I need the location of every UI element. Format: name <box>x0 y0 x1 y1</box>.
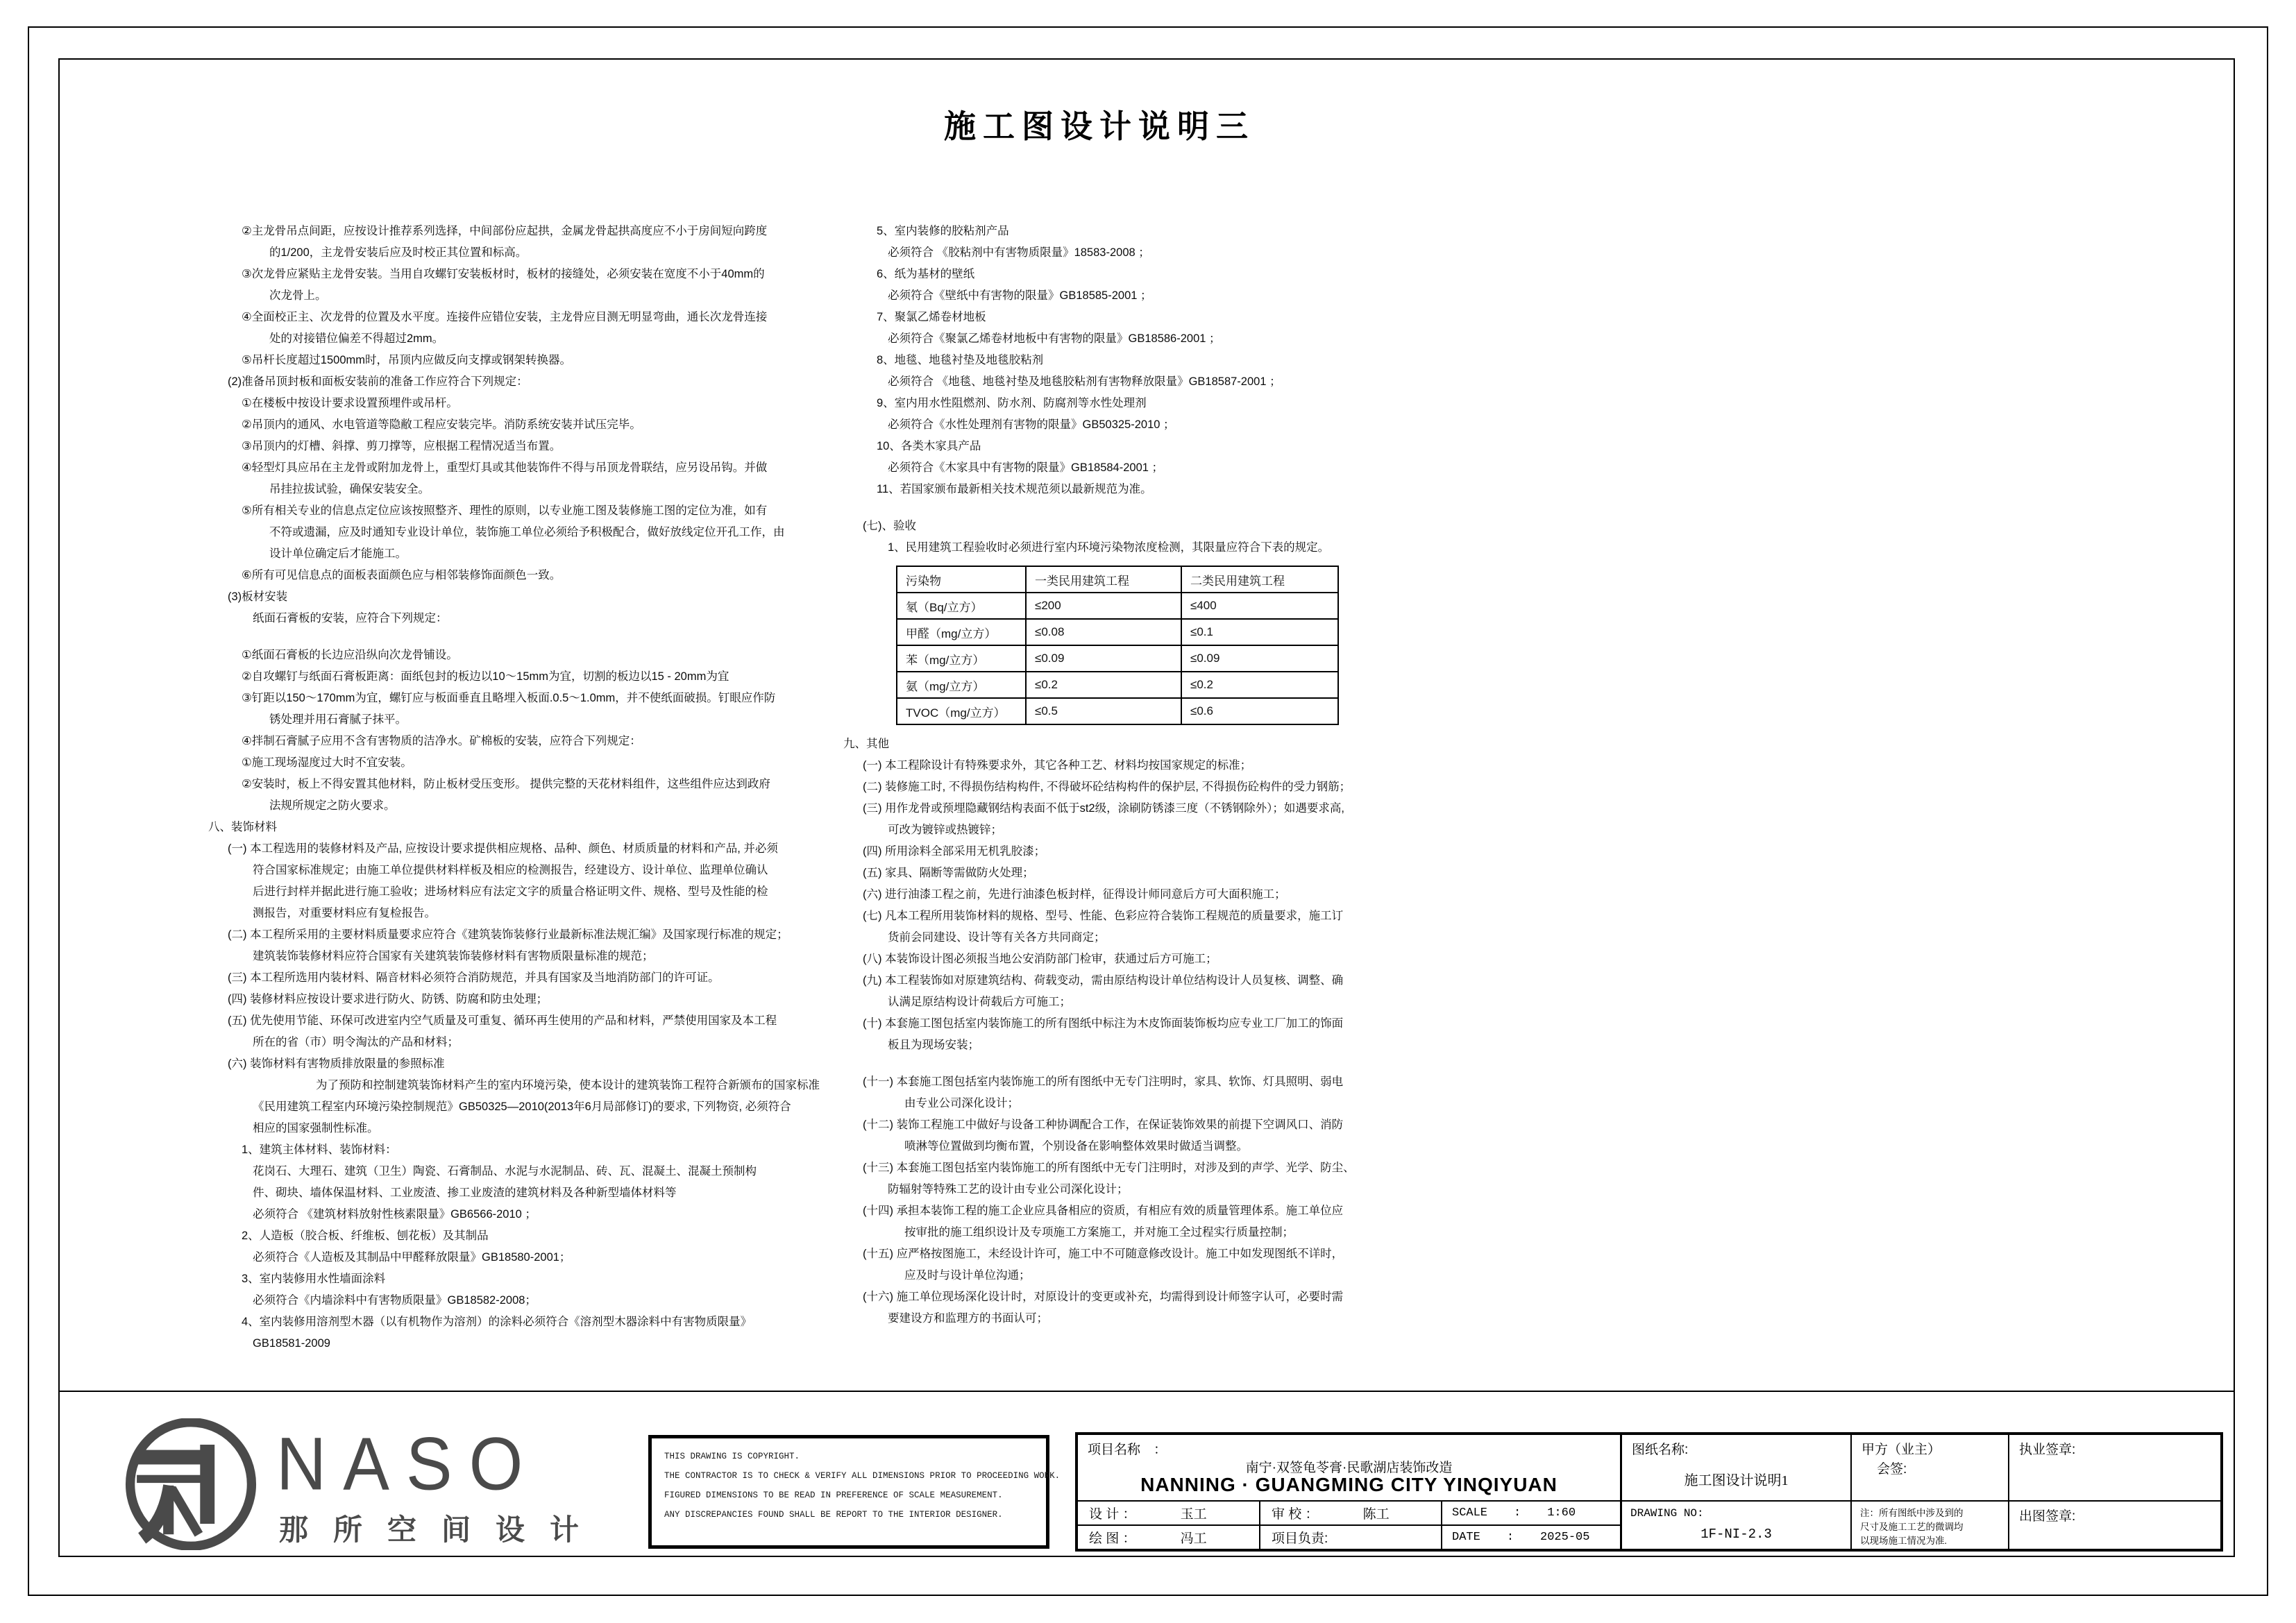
copyright-line: THIS DRAWING IS COPYRIGHT. <box>664 1452 800 1461</box>
spec-line: (3)板材安装 <box>228 590 288 603</box>
project-lead-cell <box>1259 1524 1441 1549</box>
license-stamp-label: 执业签章: <box>2019 1443 2076 1457</box>
titleblock-table <box>1075 1432 2223 1552</box>
copyright-box <box>648 1435 1061 1549</box>
spec-line: 花岗石、大理石、建筑（卫生）陶瓷、石膏制品、水泥与水泥制品、砖、瓦、混凝土、混凝土预制构 <box>253 1165 757 1178</box>
spec-line: 必须符合《木家具中有害物的限量》GB18584-2001 ； <box>888 461 1164 474</box>
issue-stamp-cell <box>2008 1500 2220 1549</box>
spec-line: 法规所规定之防火要求。 <box>269 799 396 812</box>
copyright-lines <box>652 1447 1061 1524</box>
spec-line: 1、建筑主体材料、装饰材料： <box>242 1144 397 1156</box>
spec-line: 可改为镀锌或热镀锌； <box>888 824 1002 836</box>
spec-line: 必须符合 《建筑材料放射性核素限量》GB6566-2010 ； <box>253 1208 537 1221</box>
spec-line: ②自攻螺钉与纸面石膏板距离：面纸包封的板边以10～15mm为宜，切割的板边以15 - 20mm为宜 <box>242 670 729 683</box>
page-title: 施工图设计说明三 <box>944 109 1255 144</box>
spec-line: (七) 凡本工程所用装饰材料的规格、型号、性能、色彩应符合装饰工程规范的质量要求，施工订 <box>863 910 1344 922</box>
designer-label: 设 计 ： <box>1089 1507 1136 1522</box>
spec-line: ②吊顶内的通风、水电管道等隐敝工程应安装完毕。消防系统安装并试压完毕。 <box>242 418 641 431</box>
spec-line: 2、人造板（胶合板、纤维板、刨花板）及其制品 <box>242 1230 489 1242</box>
spec-line: (五) 优先使用节能、环保可改进室内空气质量及可重复、循环再生使用的产品和材料，严禁使用国家及本工程 <box>228 1014 777 1027</box>
spec-line: 要建设方和监理方的书面认可； <box>888 1312 1048 1325</box>
spec-line: 4、室内装修用溶剂型木器（以有机物作为溶剂）的涂料必须符合《溶剂型木器涂料中有害物质限量》 <box>242 1316 752 1328</box>
spec-line: ①纸面石膏板的长边应沿纵向次龙骨铺设。 <box>242 649 458 661</box>
pollutant-table-cell: ≤0.6 <box>1181 698 1338 724</box>
spec-line: (六) 进行油漆工程之前，先进行油漆色板封样，征得设计师同意后方可大面积施工； <box>863 888 1286 901</box>
spec-line: 按审批的施工组织设计及专项施工方案施工，并对施工全过程实行质量控制； <box>904 1226 1294 1239</box>
spec-line: ③钉距以150～170mm为宜，螺钉应与板面垂直且略埋入板面.0.5～1.0mm，并不使纸面破损。钉眼应作防 <box>242 692 776 704</box>
spec-line: GB18581-2009 <box>253 1337 330 1350</box>
note-line: 注：所有图纸中涉及到的 <box>1860 1508 1964 1518</box>
spec-line: ④全面校正主、次龙骨的位置及水平度。连接件应错位安装，主龙骨应目测无明显弯曲，通长次龙骨连接 <box>242 311 768 323</box>
field-note-cell <box>1850 1500 2008 1549</box>
project-name-cn: 南宁·双签龟苓膏·民歌湖店装饰改造 <box>1245 1461 1453 1475</box>
pollutant-table-cell: ≤0.1 <box>1181 619 1338 645</box>
spec-line: 锈处理并用石膏腻子抹平。 <box>269 713 407 726</box>
spec-line: 应及时与设计单位沟通； <box>904 1269 1031 1282</box>
spec-line: 货前会同建设、设计等有关各方共同商定； <box>888 931 1106 944</box>
spec-line: ③次龙骨应紧贴主龙骨安装。当用自攻螺钉安装板材时，板材的接缝处，必须安装在宽度不小于40mm的 <box>242 268 765 280</box>
spec-line: 8、地毯、地毯衬垫及地毯胶粘剂 <box>877 354 1044 366</box>
spec-line: 1、民用建筑工程验收时必须进行室内环境污染物浓度检测，其限量应符合下表的规定。 <box>888 541 1330 554</box>
spec-line: (十) 本套施工图包括室内装饰施工的所有图纸中标注为木皮饰面装饰板均应专业工厂加工的饰面 <box>863 1017 1344 1030</box>
spec-line: 建筑装饰装修材料应符合国家有关建筑装饰装修材料有害物质限量标准的规范； <box>253 950 654 962</box>
pollutant-table-cell: 氨（mg/立方） <box>897 672 1026 698</box>
scale-value: 1:60 <box>1547 1506 1576 1520</box>
spec-line: (六) 装饰材料有害物质排放限量的参照标准 <box>228 1057 445 1070</box>
spec-line: 件、砌块、墙体保温材料、工业废渣、掺工业废渣的建筑材料及各种新型墙体材料等 <box>253 1187 677 1199</box>
copyright-line: ANY DISCREPANCIES FOUND SHALL BE REPORT TO THE INTERIOR DESIGNER. <box>664 1510 1003 1520</box>
drawing-name-value: 施工图设计说明1 <box>1684 1473 1789 1488</box>
pollutant-table-cell: ≤0.09 <box>1181 645 1338 672</box>
spec-line: ②主龙骨吊点间距，应按设计推荐系列选择，中间部份应起拱，金属龙骨起拱高度应不小于房间短向跨度 <box>242 225 768 237</box>
scale-colon: : <box>1514 1506 1521 1520</box>
spec-line: (九) 本工程装饰如对原建筑结构、荷载变动，需由原结构设计单位结构设计人员复核、调整、确 <box>863 974 1344 987</box>
checker-value: 陈工 <box>1362 1507 1390 1522</box>
spec-line: 为了预防和控制建筑装饰材料产生的室内环境污染，使本设计的建筑装饰工程符合新颁布的国家标准 <box>316 1079 820 1091</box>
pollutant-table-cell: ≤400 <box>1181 593 1338 619</box>
spec-line: 次龙骨上。 <box>269 289 327 302</box>
spec-line: ②安装时，板上不得安置其他材料，防止板材受压变形。 提供完整的天花材料组件，这些组件应达到政府 <box>242 778 770 790</box>
pollutant-limit-table <box>896 566 1339 725</box>
pollutant-table-row <box>897 645 1338 672</box>
copyright-line: THE CONTRACTOR IS TO CHECK & VERIFY ALL DIMENSIONS PRIOR TO PROCEEDING WORK. <box>664 1471 1061 1481</box>
pollutant-table-cell: 苯（mg/立方） <box>897 645 1026 672</box>
spec-line: (四) 所用涂料全部采用无机乳胶漆； <box>863 845 1046 858</box>
spec-line: (七)、验收 <box>863 520 916 532</box>
spec-line: (五) 家具、隔断等需做防火处理； <box>863 867 1034 879</box>
spec-line: 必须符合《聚氯乙烯卷材地板中有害物的限量》GB18586-2001 ； <box>888 332 1221 345</box>
spec-line: 由专业公司深化设计； <box>904 1097 1019 1110</box>
drawing-no-label: DRAWING NO: <box>1630 1507 1704 1520</box>
pollutant-table-cell: ≤0.2 <box>1181 672 1338 698</box>
issue-stamp-label: 出图签章: <box>2019 1509 2076 1524</box>
spec-left-column <box>208 221 820 1354</box>
spec-line: 处的对接错位偏差不得超过2mm。 <box>269 332 444 345</box>
pollutant-table-cell: ≤0.09 <box>1026 645 1181 672</box>
spec-line: 3、室内装修用水性墙面涂料 <box>242 1273 386 1285</box>
party-label: 甲方（业主） <box>1862 1443 1941 1457</box>
project-lead-label: 项目负责: <box>1272 1531 1328 1546</box>
project-name-en: NANNING · GUANGMING CITY YINQIYUAN <box>1140 1474 1558 1495</box>
spec-line: 必须符合《壁纸中有害物的限量》GB18585-2001 ； <box>888 289 1152 302</box>
spec-line: 必须符合《水性处理剂有害物的限量》GB50325-2010 ； <box>888 418 1175 431</box>
spec-line: 的1/200，主龙骨安装后应及时校正其位置和标高。 <box>269 246 527 259</box>
titleblock-divider-line <box>60 1391 2234 1392</box>
drawing-name-label: 图纸名称: <box>1632 1443 1689 1457</box>
pollutant-table-cell: 甲醛（mg/立方） <box>897 619 1026 645</box>
spec-right-column <box>843 221 1510 1329</box>
spec-line: 认满足原结构设计荷载后方可施工； <box>888 996 1071 1008</box>
date-colon: : <box>1506 1531 1514 1544</box>
spec-right-after-table <box>843 733 1510 1329</box>
pollutant-table-header: 二类民用建筑工程 <box>1181 566 1338 593</box>
note-line: 尺寸及施工工艺的微调均 <box>1860 1522 1964 1532</box>
pollutant-table-cell: ≤0.2 <box>1026 672 1181 698</box>
spec-line: 喷淋等位置做到均衡布置，个别设备在影响整体效果时做适当调整。 <box>904 1140 1248 1153</box>
drafter-label: 绘 图 ： <box>1089 1531 1136 1546</box>
pollutant-table-row <box>897 593 1338 619</box>
spec-line: ①在楼板中按设计要求设置预埋件或吊杆。 <box>242 397 458 409</box>
spec-line: 9、室内用水性阻燃剂、防水剂、防腐剂等水性处理剂 <box>877 397 1147 409</box>
spec-line: 所在的省（市）明令淘汰的产品和材料； <box>253 1036 459 1048</box>
spec-line: (八) 本装饰设计图必须报当地公安消防部门检审，获通过后方可施工； <box>863 953 1217 965</box>
scale-label: SCALE <box>1452 1506 1488 1520</box>
pollutant-table-header-row <box>897 566 1338 593</box>
spec-line: (十二) 装饰工程施工中做好与设备工种协调配合工作，在保证装饰效果的前提下空调风口、消防 <box>863 1119 1344 1131</box>
spec-line: 必须符合《内墙涂料中有害物质限量》GB18582-2008； <box>253 1294 537 1307</box>
spec-line: ④拌制石膏腻子应用不含有害物质的洁净水。矿棉板的安装，应符合下列规定： <box>242 735 641 747</box>
spec-line: 必须符合《人造板及其制品中甲醛释放限量》GB18580-2001； <box>253 1251 571 1264</box>
spec-line: 《民用建筑工程室内环境污染控制规范》GB50325—2010(2013年6月局部修订)的要求, 下列物资, 必须符合 <box>253 1101 791 1113</box>
pollutant-table-cell: 氡（Bq/立方） <box>897 593 1026 619</box>
spec-line: (三) 用作龙骨或预埋隐藏钢结构表面不低于st2级，涂刷防锈漆三度（不锈钢除外）；如遇要求高, <box>863 802 1344 815</box>
drawing-no-cell <box>1620 1500 1850 1549</box>
drawing-no-value: 1F-NI-2.3 <box>1700 1527 1772 1542</box>
spec-line: ⑥所有可见信息点的面板表面颜色应与相邻装修饰面颜色一致。 <box>242 569 562 581</box>
scale-cell <box>1441 1500 1620 1524</box>
spec-line: 纸面石膏板的安装，应符合下列规定： <box>253 612 448 624</box>
checker-label: 审 校 ： <box>1272 1507 1319 1522</box>
spec-line: 测报告，对重要材料应有复检报告。 <box>253 907 436 919</box>
spec-line: (十四) 承担本装饰工程的施工企业应具备相应的资质，有相应有效的质量管理体系。施工单位应 <box>863 1205 1344 1217</box>
pollutant-table-row <box>897 698 1338 724</box>
spec-line: 后进行封样并据此进行施工验收；进场材料应有法定文字的质量合格证明文件、规格、型号及性能的检 <box>253 885 768 898</box>
spec-line: 必须符合 《胶粘剂中有害物质限量》18583-2008 ； <box>888 246 1150 259</box>
party-countersign-label: 会签: <box>1877 1462 1907 1477</box>
designer-value: 玉工 <box>1180 1507 1207 1522</box>
project-name-cell <box>1078 1435 1620 1500</box>
pollutant-table-cell: ≤200 <box>1026 593 1181 619</box>
spec-line: (二) 装修施工时, 不得损伤结构构件, 不得破坏砼结构构件的保护层, 不得损伤砼构件的受力钢筋； <box>863 781 1351 793</box>
spec-line: 不符或遗漏，应及时通知专业设计单位，装饰施工单位必须给予积极配合，做好放线定位开孔工作，由 <box>269 526 785 538</box>
checker-cell <box>1259 1500 1441 1524</box>
spec-line: (三) 本工程所选用内装材料、隔音材料必须符合消防规范，并具有国家及当地消防部门的许可证。 <box>228 971 720 984</box>
party-signoff-cell <box>1850 1435 2008 1500</box>
spec-line: 6、纸为基材的壁纸 <box>877 268 975 280</box>
drafter-value: 冯工 <box>1180 1531 1207 1546</box>
spec-line: ⑤所有相关专业的信息点定位应该按照整齐、理性的原则，以专业施工图及装修施工图的定位为准，如有 <box>242 504 768 517</box>
pollutant-table-row <box>897 619 1338 645</box>
spec-line: 符合国家标准规定；由施工单位提供材料样板及相应的检测报告，经建设方、设计单位、监理单位确认 <box>253 864 768 876</box>
spec-gap <box>843 500 1510 516</box>
naso-logo-icon <box>124 1418 258 1550</box>
spec-line: ④轻型灯具应吊在主龙骨或附加龙骨上，重型灯具或其他装饰件不得与吊顶龙骨联结，应另设吊钩。并做 <box>242 461 768 474</box>
spec-line: 5、室内装修的胶粘剂产品 <box>877 225 1009 237</box>
spec-gap <box>843 1056 1510 1071</box>
spec-line: (十一) 本套施工图包括室内装饰施工的所有图纸中无专门注明时，家具、软饰、灯具照明、弱电 <box>863 1076 1344 1088</box>
spec-line: (一) 本工程选用的装修材料及产品, 应按设计要求提供相应规格、品种、颜色、材质质量的材料和产品, 并必须 <box>228 842 778 855</box>
pollutant-table-cell: ≤0.5 <box>1026 698 1181 724</box>
spec-line: ⑤吊杆长度超过1500mm时，吊顶内应做反向支撑或钢架转换器。 <box>242 354 571 366</box>
date-cell <box>1441 1524 1620 1549</box>
spec-line: ①施工现场湿度过大时不宜安装。 <box>242 756 412 769</box>
spec-line: 必须符合 《地毯、地毯衬垫及地毯胶粘剂有害物释放限量》GB18587-2001 ； <box>888 375 1281 388</box>
spec-line: (四) 装修材料应按设计要求进行防火、防锈、防腐和防虫处理； <box>228 993 548 1005</box>
spec-line: (2)准备吊顶封板和面板安装前的准备工作应符合下列规定： <box>228 375 528 388</box>
spec-line: 相应的国家强制性标准。 <box>253 1122 379 1135</box>
spec-line: (二) 本工程所采用的主要材料质量要求应符合《建筑装饰装修行业最新标准法规汇编》及国家现行标准的规定； <box>228 928 788 941</box>
pollutant-table-header: 污染物 <box>897 566 1026 593</box>
spec-line: 九、其他 <box>843 738 889 750</box>
spec-line: 10、各类木家具产品 <box>877 440 981 452</box>
copyright-line: FIGURED DIMENSIONS TO BE READ IN PREFERENCE OF SCALE MEASUREMENT. <box>664 1490 1003 1500</box>
spec-line: 防辐射等特殊工艺的设计由专业公司深化设计； <box>888 1183 1129 1196</box>
drawing-name-cell <box>1620 1435 1850 1500</box>
drafter-cell <box>1078 1524 1259 1549</box>
pollutant-table-row <box>897 672 1338 698</box>
pollutant-table-header: 一类民用建筑工程 <box>1026 566 1181 593</box>
spec-line: (十六) 施工单位现场深化设计时，对原设计的变更或补充，均需得到设计师签字认可，必要时需 <box>863 1291 1344 1303</box>
note-line: 以现场施工情况为准. <box>1860 1536 1947 1546</box>
spec-line: 7、聚氯乙烯卷材地板 <box>877 311 986 323</box>
project-name-label: 项目名称 ： <box>1088 1443 1167 1457</box>
spec-line: 八、装饰材料 <box>208 821 277 833</box>
pollutant-table-cell: TVOC（mg/立方） <box>897 698 1026 724</box>
designer-cell <box>1078 1500 1259 1524</box>
spec-line: (一) 本工程除设计有特殊要求外，其它各种工艺、材料均按国家规定的标准； <box>863 759 1252 772</box>
spec-line: 吊挂拉拔试验，确保安装安全。 <box>269 483 430 495</box>
spec-line: 设计单位确定后才能施工。 <box>269 547 407 560</box>
spec-right-before-table <box>843 221 1510 559</box>
spec-line: 11、若国家颁布最新相关技术规范须以最新规范为准。 <box>877 483 1152 495</box>
spec-gap <box>208 629 805 645</box>
spec-line: (十五) 应严格按图施工，未经设计许可，施工中不可随意修改设计。施工中如发现图纸不详时， <box>863 1248 1344 1260</box>
spec-line: 板且为现场安装； <box>888 1039 979 1051</box>
pollutant-table-cell: ≤0.08 <box>1026 619 1181 645</box>
spec-line: (十三) 本套施工图包括室内装饰施工的所有图纸中无专门注明时，对涉及到的声学、光学、防尘、 <box>863 1162 1355 1174</box>
naso-wordmark: NASO <box>276 1422 540 1506</box>
naso-chinese-name: 那所空间设计 <box>279 1513 605 1546</box>
spec-line: ③吊顶内的灯槽、斜撑、剪刀撑等，应根据工程情况适当布置。 <box>242 440 562 452</box>
date-label: DATE <box>1452 1531 1480 1544</box>
date-value: 2025-05 <box>1540 1531 1590 1544</box>
license-stamp-cell <box>2008 1435 2220 1500</box>
